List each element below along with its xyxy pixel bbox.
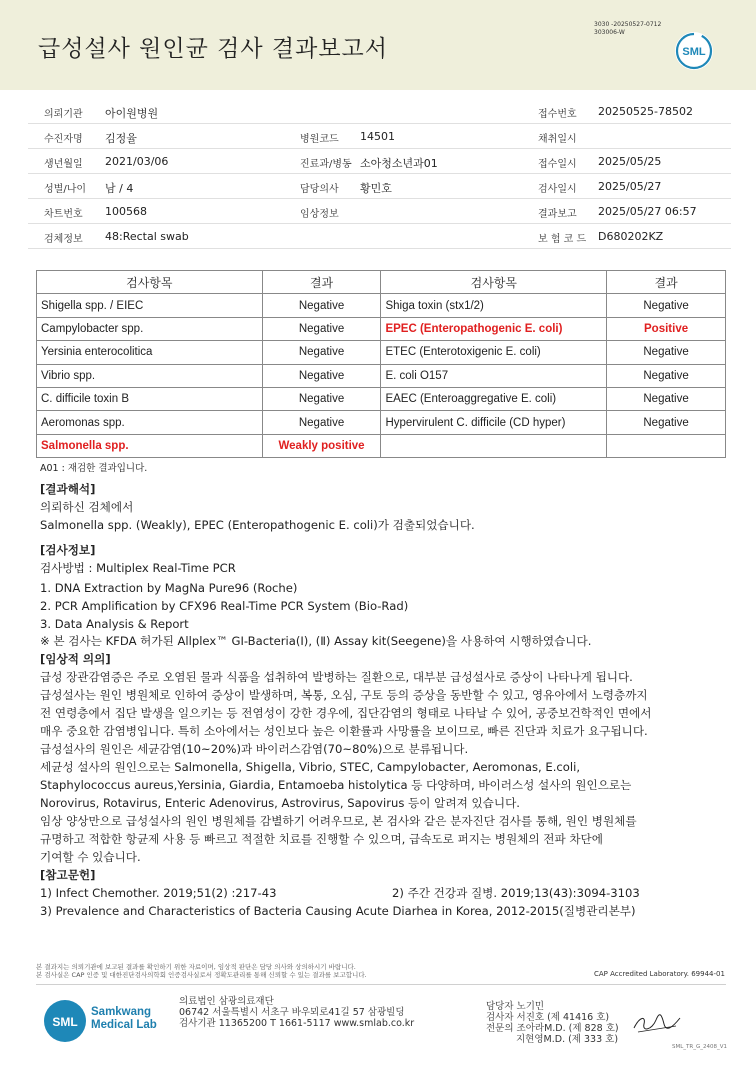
address-line: 검사기관 11365200 T 1661-5117 www.smlab.co.kr	[179, 1018, 415, 1029]
report-date-value: 2025/05/27 06:57	[598, 205, 697, 218]
test-result-positive: Weakly positive	[262, 434, 381, 457]
chart-label: 차트번호	[44, 209, 83, 220]
column-header: 검사항목	[37, 271, 263, 294]
institution-value: 아이원병원	[105, 107, 159, 120]
test-date-label: 검사일시	[538, 184, 577, 195]
test-result: Negative	[262, 294, 381, 317]
interpretation-line: 의뢰하신 검체에서	[40, 500, 134, 514]
reference-item: 1) Infect Chemother. 2019;51(2) :217-43	[40, 886, 277, 900]
info-row	[28, 149, 731, 174]
logo-text: SML	[682, 46, 706, 58]
sml-footer-logo	[44, 1000, 86, 1042]
test-result: Negative	[262, 341, 381, 364]
birth-value: 2021/03/06	[105, 155, 169, 168]
doctor-label: 담당의사	[300, 184, 339, 195]
test-step: 2. PCR Amplification by CFX96 Real-Time PCR System (Bio-Rad)	[40, 599, 409, 613]
chart-value: 100568	[105, 205, 147, 218]
report-date-label: 결과보고	[538, 209, 577, 220]
retest-note: A01 : 재검한 결과입니다.	[40, 463, 148, 474]
lab-name	[91, 1006, 157, 1032]
hospital-code-value: 14501	[360, 130, 395, 143]
insurance-label: 보 험 코 드	[538, 234, 587, 245]
signature-icon	[632, 1012, 682, 1034]
test-item	[381, 434, 607, 457]
table-row	[37, 434, 726, 457]
clinical-meaning-line: 임상 양상만으로 급성설사의 원인 병원체를 감별하기 어려우므로, 본 검사와 같은 분자진단 검사를 통해, 원인 병원체를	[40, 814, 637, 828]
results-table	[36, 270, 726, 458]
test-date-value: 2025/05/27	[598, 180, 662, 193]
institution-label: 의뢰기관	[44, 109, 83, 120]
test-step: 3. Data Analysis & Report	[40, 617, 189, 631]
test-step: 1. DNA Extraction by MagNa Pure96 (Roche)	[40, 581, 298, 595]
test-result-positive: Positive	[607, 317, 726, 340]
receipt-date-value: 2025/05/25	[598, 155, 662, 168]
info-row	[28, 224, 731, 249]
clinical-label: 임상정보	[300, 209, 339, 220]
test-item: Hypervirulent C. difficile (CD hyper)	[381, 411, 607, 434]
document-code	[594, 21, 661, 37]
test-item: C. difficile toxin B	[37, 387, 263, 410]
insurance-value: D680202KZ	[598, 230, 664, 243]
disclaimer: 본 결과지는 의뢰기관에 보고된 결과를 확인하기 위한 자료이며, 임상적 판단은 담당 의사와 상의하시기 바랍니다.	[36, 963, 356, 971]
receipt-no-label: 접수번호	[538, 109, 577, 120]
test-method: 검사방법 : Multiplex Real-Time PCR	[40, 561, 236, 575]
clinical-meaning-line: 급성설사의 원인은 세균감염(10~20%)과 바이러스감염(70~80%)으로 분류됩니다.	[40, 742, 469, 756]
hospital-code-label: 병원코드	[300, 134, 339, 145]
test-item: E. coli O157	[381, 364, 607, 387]
test-result	[607, 434, 726, 457]
test-info-heading: [검사정보]	[40, 543, 96, 557]
sex-age-label: 성별/나이	[44, 184, 87, 195]
test-item-positive: Salmonella spp.	[37, 434, 263, 457]
patient-info	[28, 99, 731, 249]
test-item: Shigella spp. / EIEC	[37, 294, 263, 317]
references-heading: [참고문헌]	[40, 868, 96, 882]
clinical-meaning-line: Norovirus, Rotavirus, Enteric Adenovirus, Astrovirus, Sapovirus 등이 알려져 있습니다.	[40, 796, 520, 810]
interpretation-heading: [결과해석]	[40, 482, 96, 496]
receipt-no-value: 20250525-78502	[598, 105, 693, 118]
cap-accreditation: CAP Accredited Laboratory. 69944-01	[594, 970, 725, 978]
table-header-row	[37, 271, 726, 294]
staff-line: 검사자 서진호 (제 41416 호)	[486, 1012, 610, 1023]
table-row	[37, 341, 726, 364]
lab-name-line-1: Samkwang	[91, 1006, 152, 1018]
clinical-meaning-line: 매우 중요한 감염병입니다. 특히 소아에서는 성인보다 높은 이환률과 사망률을 보이므로, 빠른 진단과 치료가 요구됩니다.	[40, 724, 648, 738]
test-item: Shiga toxin (stx1/2)	[381, 294, 607, 317]
test-item-positive: EPEC (Enteropathogenic E. coli)	[381, 317, 607, 340]
birth-label: 생년월일	[44, 159, 83, 170]
test-result: Negative	[262, 411, 381, 434]
table-row	[37, 411, 726, 434]
staff-line: 담당자 노기민	[486, 1001, 545, 1012]
test-result: Negative	[607, 341, 726, 364]
collection-date-label: 채취일시	[538, 134, 577, 145]
test-result: Negative	[262, 364, 381, 387]
receipt-date-label: 접수일시	[538, 159, 577, 170]
dept-label: 진료과/병동	[300, 159, 352, 170]
table-row	[37, 364, 726, 387]
staff-list	[486, 1001, 619, 1045]
address-line: 의료법인 삼광의료재단	[179, 996, 274, 1007]
patient-value: 김정율	[105, 132, 137, 145]
test-item: Vibrio spp.	[37, 364, 263, 387]
disclaimer: 본 검사실은 CAP 인증 및 대한진단검사의학회 인증검사실로서 정확도관리를 통해 신뢰할 수 있는 결과를 보고합니다.	[36, 971, 367, 979]
form-code: SML_TR_G_2408_V1	[672, 1044, 728, 1050]
test-result: Negative	[607, 294, 726, 317]
dept-value: 소아청소년과01	[360, 157, 438, 170]
table-row	[37, 387, 726, 410]
column-header: 결과	[607, 271, 726, 294]
test-item: Aeromonas spp.	[37, 411, 263, 434]
specimen-value: 48:Rectal swab	[105, 230, 189, 243]
sex-age-value: 남 / 4	[105, 182, 134, 195]
footer-logo-text: SML	[52, 1015, 78, 1029]
staff-line: 지현영M.D. (제 333 호)	[516, 1034, 619, 1045]
info-row	[28, 124, 731, 149]
footer-divider	[36, 984, 726, 985]
specimen-label: 검체정보	[44, 234, 83, 245]
patient-label: 수진자명	[44, 134, 83, 145]
clinical-meaning-line: 규명하고 적합한 항균제 사용 등 빠르고 적절한 치료를 진행할 수 있으며, 급속도로 퍼지는 병원체의 전파 차단에	[40, 832, 603, 846]
table-row	[37, 317, 726, 340]
clinical-meaning-line: 세균성 설사의 원인으로는 Salmonella, Shigella, Vibrio, STEC, Campylobacter, Aeromonas, E.coli,	[40, 760, 581, 774]
reference-item: 3) Prevalence and Characteristics of Bacteria Causing Acute Diarhea in Korea, 2012-2015(질병관리본부)	[40, 904, 636, 918]
test-result: Negative	[262, 317, 381, 340]
clinical-meaning-line: Staphylococcus aureus,Yersinia, Giardia, Entamoeba histolytica 등 다양하며, 바이러스성 설사의 원인으로는	[40, 778, 632, 792]
test-item: EAEC (Enteroaggregative E. coli)	[381, 387, 607, 410]
info-row	[28, 199, 731, 224]
test-result: Negative	[607, 364, 726, 387]
table-row	[37, 294, 726, 317]
staff-line: 전문의 조아라M.D. (제 828 호)	[486, 1023, 619, 1034]
test-item: Yersinia enterocolitica	[37, 341, 263, 364]
column-header: 검사항목	[381, 271, 607, 294]
document-code-line-1: 3030 -20250527-0712	[594, 21, 662, 28]
clinical-meaning-line: 급성 장관감염증은 주로 오염된 물과 식품을 섭취하여 발병하는 질환으로, 대부분 급성설사로 증상이 나타나게 됩니다.	[40, 670, 633, 684]
clinical-meaning-line: 급성설사는 원인 병원체로 인하여 증상이 발생하며, 복통, 오심, 구토 등의 증상을 동반할 수 있고, 영유아에서 노령층까지	[40, 688, 648, 702]
page-title: 급성설사 원인균 검사 결과보고서	[38, 36, 388, 62]
test-result: Negative	[607, 411, 726, 434]
test-item: ETEC (Enterotoxigenic E. coli)	[381, 341, 607, 364]
test-result: Negative	[262, 387, 381, 410]
info-row	[28, 99, 731, 124]
kit-note: ※ 본 검사는 KFDA 허가된 Allplex™ GI-Bacteria(Ⅰ), (Ⅱ) Assay kit(Seegene)을 사용하여 시행하였습니다.	[40, 634, 592, 648]
clinical-meaning-line: 전 연령층에서 집단 발생을 일으키는 등 전염성이 강한 경우에, 집단감염의 형태로 나타날 수 있어, 공중보건학적인 면에서	[40, 706, 652, 720]
address-line: 06742 서울특별시 서초구 바우뫼로41길 57 삼광빌딩	[179, 1007, 405, 1018]
clinical-meaning-line: 기여할 수 있습니다.	[40, 850, 141, 864]
column-header: 결과	[262, 271, 381, 294]
test-item: Campylobacter spp.	[37, 317, 263, 340]
lab-address	[179, 996, 414, 1029]
document-code-line-2: 303006-W	[594, 29, 625, 36]
report-header	[0, 0, 756, 90]
clinical-meaning-heading: [임상적 의의]	[40, 652, 111, 666]
test-result: Negative	[607, 387, 726, 410]
sml-logo	[675, 32, 713, 70]
doctor-value: 황민호	[360, 182, 392, 195]
interpretation-line: Salmonella spp. (Weakly), EPEC (Enteropathogenic E. coli)가 검출되었습니다.	[40, 518, 475, 532]
reference-item: 2) 주간 건강과 질병. 2019;13(43):3094-3103	[392, 886, 640, 900]
info-row	[28, 174, 731, 199]
lab-name-line-2: Medical Lab	[91, 1019, 157, 1031]
